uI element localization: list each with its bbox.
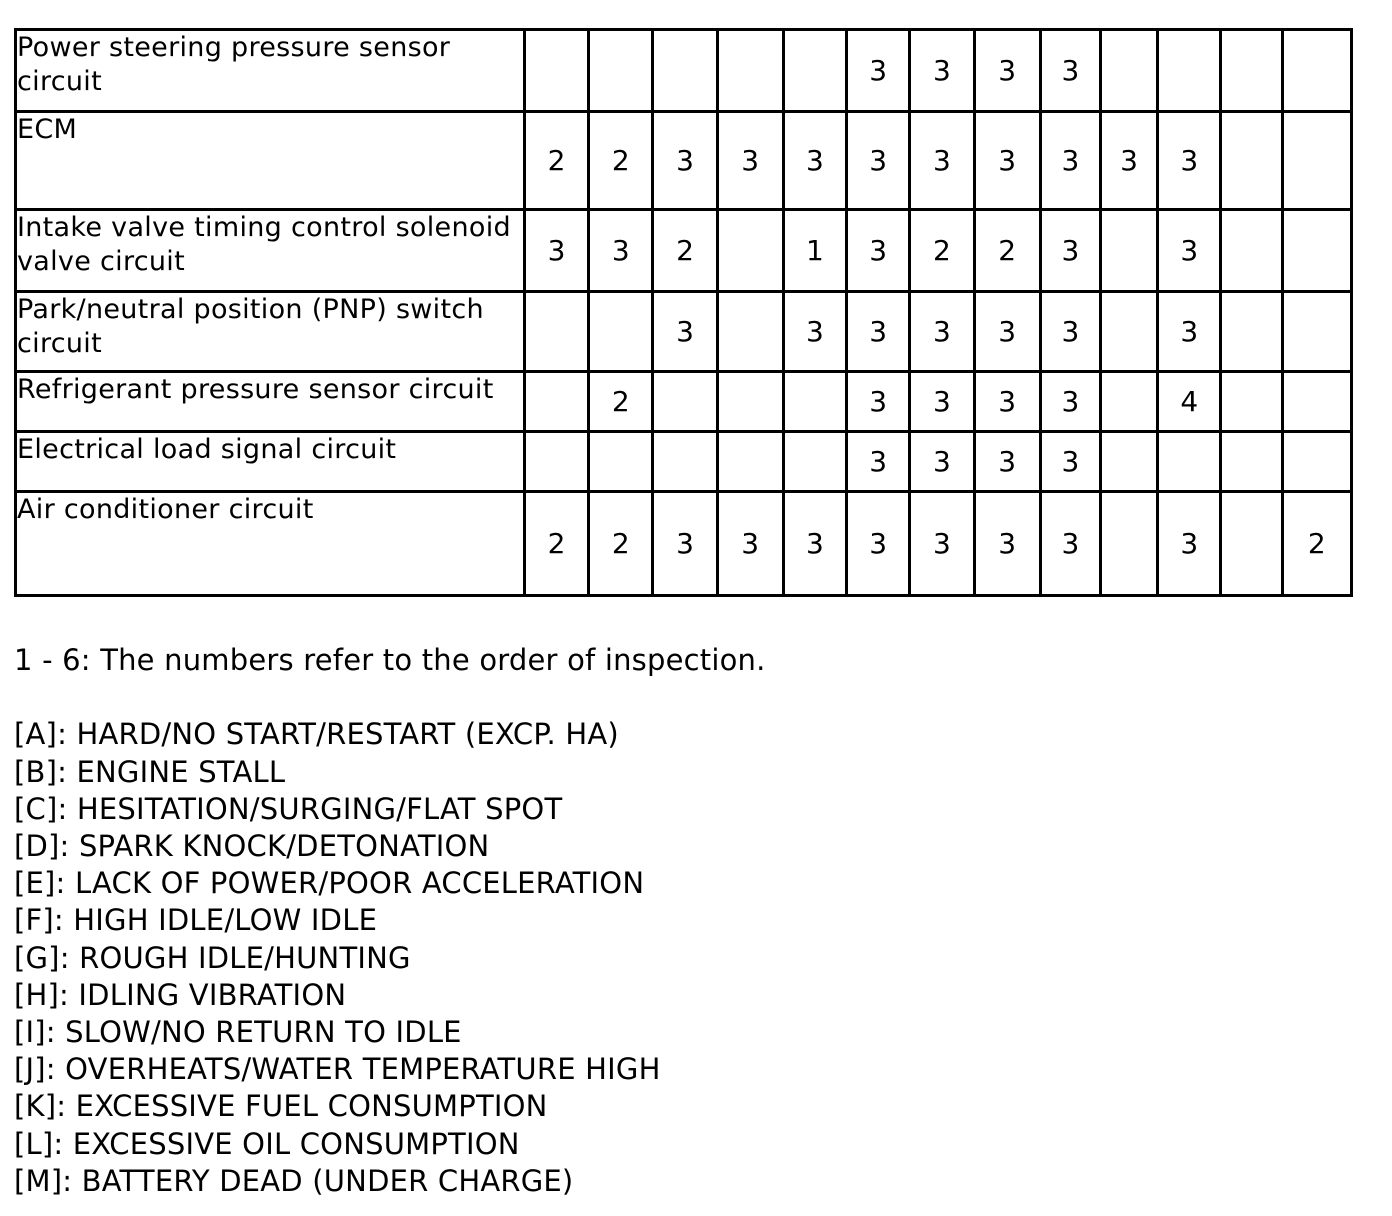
inspection-order-cell xyxy=(1221,210,1282,292)
inspection-order-cell: 4 xyxy=(1158,372,1221,432)
inspection-order-cell xyxy=(524,372,588,432)
inspection-order-cell: 3 xyxy=(653,492,717,596)
legend-item: [E]: LACK OF POWER/POOR ACCELERATION xyxy=(14,866,645,901)
inspection-order-cell xyxy=(1100,292,1157,372)
inspection-order-cell: 3 xyxy=(847,292,910,372)
inspection-order-cell: 3 xyxy=(589,210,653,292)
inspection-order-cell: 3 xyxy=(1040,292,1100,372)
inspection-order-cell xyxy=(717,30,783,112)
inspection-order-cell: 3 xyxy=(1040,210,1100,292)
inspection-order-cell: 3 xyxy=(1158,112,1221,210)
inspection-order-cell xyxy=(1100,432,1157,492)
inspection-order-cell: 3 xyxy=(910,492,974,596)
inspection-order-cell xyxy=(1221,30,1282,112)
inspection-order-cell: 3 xyxy=(910,432,974,492)
inspection-order-cell: 3 xyxy=(974,292,1040,372)
inspection-order-cell xyxy=(1158,30,1221,112)
table-row xyxy=(16,30,1352,112)
inspection-order-cell xyxy=(1282,372,1351,432)
legend-item: [K]: EXCESSIVE FUEL CONSUMPTION xyxy=(14,1089,548,1124)
inspection-order-cell xyxy=(524,30,588,112)
inspection-order-cell: 3 xyxy=(783,492,846,596)
inspection-order-cell: 3 xyxy=(1158,210,1221,292)
inspection-order-cell: 3 xyxy=(1040,30,1100,112)
inspection-order-cell: 3 xyxy=(847,210,910,292)
inspection-order-cell xyxy=(1100,30,1157,112)
table-row xyxy=(16,372,1352,432)
inspection-order-cell: 3 xyxy=(653,292,717,372)
table-row xyxy=(16,112,1352,210)
component-label: ECM xyxy=(16,112,525,210)
inspection-order-cell xyxy=(524,292,588,372)
inspection-order-cell xyxy=(1282,112,1351,210)
component-label: Air conditioner circuit xyxy=(16,492,525,596)
legend-item: [B]: ENGINE STALL xyxy=(14,754,286,789)
inspection-order-cell xyxy=(1100,210,1157,292)
component-label: Electrical load signal circuit xyxy=(16,432,525,492)
component-label: Park/neutral position (PNP) switch circuit xyxy=(16,292,525,372)
table-body xyxy=(16,30,1352,596)
inspection-order-cell: 2 xyxy=(589,112,653,210)
inspection-order-cell: 3 xyxy=(1040,492,1100,596)
table-row xyxy=(16,492,1352,596)
inspection-order-cell: 3 xyxy=(653,112,717,210)
inspection-order-cell: 3 xyxy=(1158,292,1221,372)
inspection-order-cell xyxy=(717,292,783,372)
inspection-order-cell: 3 xyxy=(1100,112,1157,210)
inspection-order-cell: 3 xyxy=(910,112,974,210)
legend-item: [A]: HARD/NO START/RESTART (EXCP. HA) xyxy=(14,717,619,752)
inspection-order-cell xyxy=(1221,292,1282,372)
table-row xyxy=(16,210,1352,292)
component-label: Intake valve timing control solenoid valve circuit xyxy=(16,210,525,292)
inspection-order-cell: 3 xyxy=(847,432,910,492)
inspection-order-cell: 3 xyxy=(1040,372,1100,432)
inspection-order-cell xyxy=(1282,432,1351,492)
inspection-order-cell: 3 xyxy=(847,30,910,112)
inspection-order-cell: 3 xyxy=(1040,432,1100,492)
inspection-order-cell xyxy=(717,432,783,492)
legend-item: [G]: ROUGH IDLE/HUNTING xyxy=(14,940,411,975)
inspection-order-cell: 2 xyxy=(1282,492,1351,596)
legend-item: [L]: EXCESSIVE OIL CONSUMPTION xyxy=(14,1126,520,1161)
inspection-order-cell xyxy=(717,372,783,432)
inspection-order-cell: 3 xyxy=(1158,492,1221,596)
inspection-order-cell: 2 xyxy=(910,210,974,292)
inspection-order-cell xyxy=(653,372,717,432)
inspection-order-cell: 3 xyxy=(910,30,974,112)
inspection-order-cell xyxy=(1221,492,1282,596)
inspection-order-cell xyxy=(717,210,783,292)
table-row xyxy=(16,292,1352,372)
inspection-order-cell xyxy=(589,432,653,492)
diagnosis-table xyxy=(14,28,1353,597)
inspection-order-cell: 3 xyxy=(1040,112,1100,210)
legend-item: [H]: IDLING VIBRATION xyxy=(14,977,347,1012)
component-label: Refrigerant pressure sensor circuit xyxy=(16,372,525,432)
inspection-order-cell: 2 xyxy=(589,372,653,432)
notes-spacer xyxy=(14,679,766,716)
inspection-order-cell xyxy=(653,30,717,112)
inspection-order-cell xyxy=(783,30,846,112)
inspection-order-cell xyxy=(1282,292,1351,372)
inspection-order-cell: 2 xyxy=(653,210,717,292)
inspection-order-cell xyxy=(653,432,717,492)
inspection-order-cell: 2 xyxy=(524,112,588,210)
notes-section xyxy=(14,642,766,1200)
inspection-order-note: 1 - 6: The numbers refer to the order of inspection. xyxy=(14,643,766,677)
inspection-order-cell: 3 xyxy=(974,432,1040,492)
inspection-order-cell: 3 xyxy=(974,372,1040,432)
inspection-order-cell xyxy=(589,30,653,112)
inspection-order-cell: 3 xyxy=(717,112,783,210)
inspection-order-cell: 3 xyxy=(847,112,910,210)
inspection-order-cell: 3 xyxy=(910,372,974,432)
inspection-order-cell xyxy=(1158,432,1221,492)
legend-item: [I]: SLOW/NO RETURN TO IDLE xyxy=(14,1015,462,1050)
legend-item: [C]: HESITATION/SURGING/FLAT SPOT xyxy=(14,791,563,826)
inspection-order-cell xyxy=(1100,492,1157,596)
inspection-order-cell: 3 xyxy=(783,112,846,210)
inspection-order-cell: 2 xyxy=(974,210,1040,292)
legend-item: [D]: SPARK KNOCK/DETONATION xyxy=(14,829,490,863)
inspection-order-cell: 3 xyxy=(847,492,910,596)
legend-item: [J]: OVERHEATS/WATER TEMPERATURE HIGH xyxy=(14,1052,661,1087)
inspection-order-cell: 2 xyxy=(589,492,653,596)
inspection-order-cell: 3 xyxy=(717,492,783,596)
inspection-order-cell xyxy=(1282,30,1351,112)
inspection-order-cell xyxy=(524,432,588,492)
inspection-order-cell xyxy=(1221,372,1282,432)
inspection-order-cell xyxy=(1282,210,1351,292)
table-row xyxy=(16,432,1352,492)
inspection-order-cell xyxy=(783,372,846,432)
inspection-order-cell xyxy=(589,292,653,372)
legend-item: [F]: HIGH IDLE/LOW IDLE xyxy=(14,903,378,938)
inspection-order-cell: 2 xyxy=(524,492,588,596)
inspection-order-cell: 3 xyxy=(974,492,1040,596)
inspection-order-cell: 3 xyxy=(847,372,910,432)
inspection-order-cell xyxy=(1221,112,1282,210)
inspection-order-cell: 3 xyxy=(524,210,588,292)
symptom-legend xyxy=(14,716,766,1200)
legend-item: [M]: BATTERY DEAD (UNDER CHARGE) xyxy=(14,1163,574,1198)
inspection-order-cell: 3 xyxy=(910,292,974,372)
inspection-order-cell xyxy=(1221,432,1282,492)
component-label: Power steering pressure sensor circuit xyxy=(16,30,525,112)
inspection-order-cell: 3 xyxy=(783,292,846,372)
inspection-order-cell xyxy=(783,432,846,492)
inspection-order-cell: 3 xyxy=(974,30,1040,112)
inspection-order-cell: 1 xyxy=(783,210,846,292)
inspection-order-cell: 3 xyxy=(974,112,1040,210)
inspection-order-cell xyxy=(1100,372,1157,432)
